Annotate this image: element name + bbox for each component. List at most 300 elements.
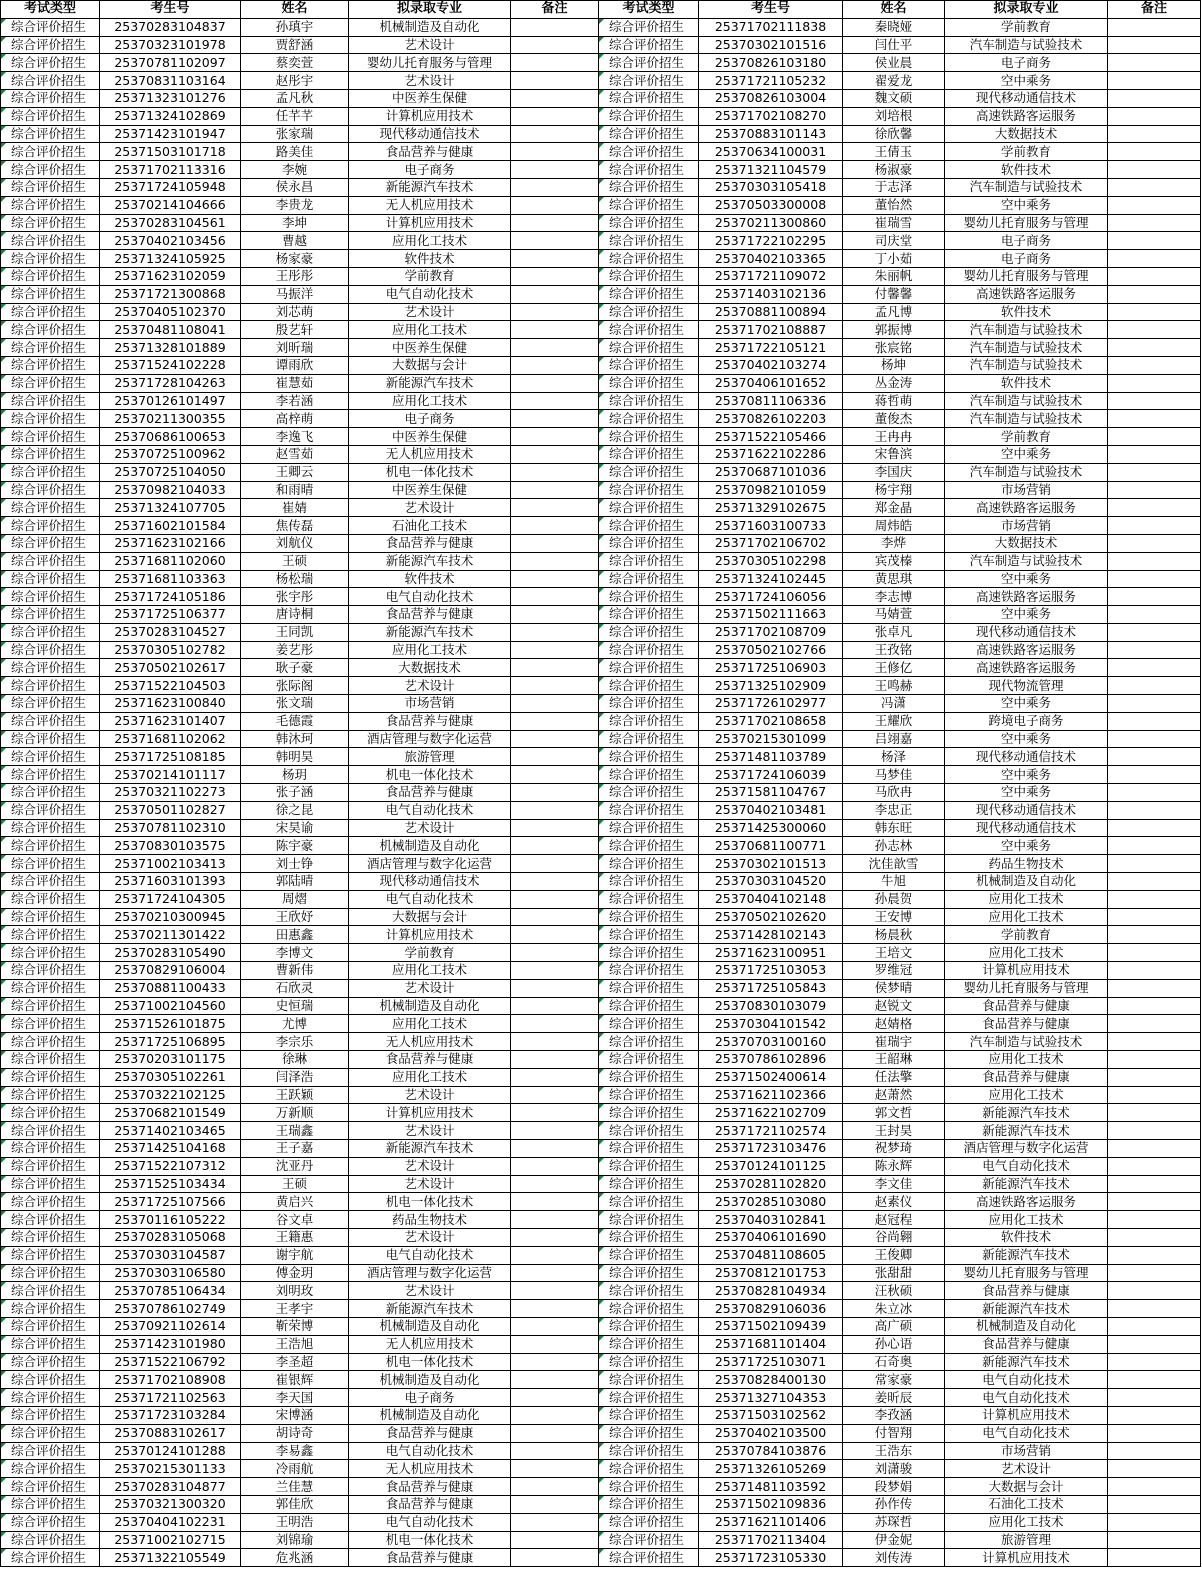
major-cell: 电气自动化技术 xyxy=(349,285,511,303)
candidate-id-2-cell: 25370305102298 xyxy=(699,552,843,570)
candidate-id-cell: 25371503101718 xyxy=(100,143,241,161)
exam-type-2-cell: 综合评价招生 xyxy=(599,1068,699,1086)
remark-cell xyxy=(511,1228,599,1246)
exam-type-cell: 综合评价招生 xyxy=(1,855,100,873)
header-remark-2: 备注 xyxy=(1108,1,1201,19)
candidate-id-cell: 25370215301133 xyxy=(100,1460,241,1478)
major-cell: 酒店管理与数字化运营 xyxy=(349,730,511,748)
remark-cell xyxy=(511,1051,599,1069)
exam-type-2-cell: 综合评价招生 xyxy=(599,1086,699,1104)
candidate-id-cell: 25370283105490 xyxy=(100,944,241,962)
remark-2-cell xyxy=(1108,392,1201,410)
student-name-2-cell: 杨宇翔 xyxy=(843,481,945,499)
exam-type-cell: 综合评价招生 xyxy=(1,36,100,54)
exam-type-cell: 综合评价招生 xyxy=(1,730,100,748)
candidate-id-cell: 25370481108041 xyxy=(100,321,241,339)
major-2-cell: 高速铁路客运服务 xyxy=(945,499,1108,517)
exam-type-cell: 综合评价招生 xyxy=(1,712,100,730)
student-name-2-cell: 刘传涛 xyxy=(843,1549,945,1567)
candidate-id-2-cell: 25370829106036 xyxy=(699,1300,843,1318)
major-cell: 食品营养与健康 xyxy=(349,784,511,802)
major-cell: 机电一体化技术 xyxy=(349,1531,511,1549)
remark-2-cell xyxy=(1108,54,1201,72)
table-row xyxy=(1,837,1201,855)
student-name-cell: 刘士铮 xyxy=(241,855,349,873)
exam-type-2-cell: 综合评价招生 xyxy=(599,1051,699,1069)
student-name-cell: 史恒瑞 xyxy=(241,997,349,1015)
major-cell: 机电一体化技术 xyxy=(349,1353,511,1371)
remark-cell xyxy=(511,784,599,802)
remark-2-cell xyxy=(1108,428,1201,446)
remark-cell xyxy=(511,1282,599,1300)
table-row xyxy=(1,1389,1201,1407)
student-name-cell: 郭陆晴 xyxy=(241,873,349,891)
candidate-id-cell: 25370305102782 xyxy=(100,641,241,659)
major-cell: 电气自动化技术 xyxy=(349,1513,511,1531)
exam-type-2-cell: 综合评价招生 xyxy=(599,1353,699,1371)
table-row xyxy=(1,659,1201,677)
remark-cell xyxy=(511,339,599,357)
exam-type-cell: 综合评价招生 xyxy=(1,659,100,677)
candidate-id-2-cell: 25370687101036 xyxy=(699,463,843,481)
remark-2-cell xyxy=(1108,1051,1201,1069)
table-row xyxy=(1,801,1201,819)
remark-cell xyxy=(511,1211,599,1229)
student-name-2-cell: 王安博 xyxy=(843,908,945,926)
student-name-2-cell: 杨淑豪 xyxy=(843,161,945,179)
exam-type-cell: 综合评价招生 xyxy=(1,1317,100,1335)
candidate-id-cell: 25370321300320 xyxy=(100,1495,241,1513)
major-2-cell: 空中乘务 xyxy=(945,445,1108,463)
remark-2-cell xyxy=(1108,855,1201,873)
major-2-cell: 汽车制造与试验技术 xyxy=(945,463,1108,481)
exam-type-cell: 综合评价招生 xyxy=(1,161,100,179)
table-row xyxy=(1,1531,1201,1549)
exam-type-cell: 综合评价招生 xyxy=(1,979,100,997)
student-name-cell: 耿子豪 xyxy=(241,659,349,677)
candidate-id-cell: 25371423101980 xyxy=(100,1335,241,1353)
table-row xyxy=(1,695,1201,713)
exam-type-cell: 综合评价招生 xyxy=(1,1442,100,1460)
exam-type-cell: 综合评价招生 xyxy=(1,196,100,214)
exam-type-cell: 综合评价招生 xyxy=(1,837,100,855)
exam-type-cell: 综合评价招生 xyxy=(1,677,100,695)
student-name-cell: 焦传磊 xyxy=(241,517,349,535)
major-2-cell: 应用化工技术 xyxy=(945,1086,1108,1104)
candidate-id-cell: 25371002103413 xyxy=(100,855,241,873)
student-name-cell: 赵雪茹 xyxy=(241,445,349,463)
candidate-id-2-cell: 25371726102977 xyxy=(699,695,843,713)
exam-type-cell: 综合评价招生 xyxy=(1,1424,100,1442)
remark-cell xyxy=(511,374,599,392)
exam-type-2-cell: 综合评价招生 xyxy=(599,641,699,659)
candidate-id-2-cell: 25370402103365 xyxy=(699,250,843,268)
remark-cell xyxy=(511,1513,599,1531)
candidate-id-cell: 25371681102060 xyxy=(100,552,241,570)
major-cell: 艺术设计 xyxy=(349,1228,511,1246)
student-name-cell: 杨松瑞 xyxy=(241,570,349,588)
candidate-id-2-cell: 25370281102820 xyxy=(699,1175,843,1193)
candidate-id-2-cell: 25370826103180 xyxy=(699,54,843,72)
student-name-2-cell: 王浩东 xyxy=(843,1442,945,1460)
major-2-cell: 汽车制造与试验技术 xyxy=(945,356,1108,374)
exam-type-cell: 综合评价招生 xyxy=(1,1246,100,1264)
header-exam-type-2: 考试类型 xyxy=(599,1,699,19)
table-row xyxy=(1,926,1201,944)
remark-cell xyxy=(511,534,599,552)
remark-cell xyxy=(511,356,599,374)
candidate-id-cell: 25370211300355 xyxy=(100,410,241,428)
exam-type-2-cell: 综合评价招生 xyxy=(599,54,699,72)
major-2-cell: 空中乘务 xyxy=(945,695,1108,713)
candidate-id-2-cell: 25371702108658 xyxy=(699,712,843,730)
candidate-id-2-cell: 25371502109836 xyxy=(699,1495,843,1513)
remark-2-cell xyxy=(1108,1317,1201,1335)
remark-cell xyxy=(511,1086,599,1104)
table-row xyxy=(1,1549,1201,1567)
major-cell: 食品营养与健康 xyxy=(349,534,511,552)
remark-2-cell xyxy=(1108,1157,1201,1175)
major-2-cell: 大数据技术 xyxy=(945,125,1108,143)
remark-2-cell xyxy=(1108,1406,1201,1424)
student-name-2-cell: 翟爱龙 xyxy=(843,72,945,90)
major-cell: 软件技术 xyxy=(349,570,511,588)
remark-2-cell xyxy=(1108,463,1201,481)
exam-type-cell: 综合评价招生 xyxy=(1,570,100,588)
major-2-cell: 现代移动通信技术 xyxy=(945,748,1108,766)
student-name-cell: 王跃颖 xyxy=(241,1086,349,1104)
student-name-cell: 石欣灵 xyxy=(241,979,349,997)
major-2-cell: 现代物流管理 xyxy=(945,677,1108,695)
remark-2-cell xyxy=(1108,1175,1201,1193)
table-row xyxy=(1,979,1201,997)
exam-type-2-cell: 综合评价招生 xyxy=(599,178,699,196)
candidate-id-cell: 25370126101497 xyxy=(100,392,241,410)
major-cell: 机械制造及自动化 xyxy=(349,837,511,855)
candidate-id-cell: 25370501102827 xyxy=(100,801,241,819)
exam-type-2-cell: 综合评价招生 xyxy=(599,374,699,392)
student-name-cell: 蔡奕萱 xyxy=(241,54,349,72)
exam-type-cell: 综合评价招生 xyxy=(1,801,100,819)
table-row xyxy=(1,107,1201,125)
exam-type-2-cell: 综合评价招生 xyxy=(599,855,699,873)
student-name-2-cell: 孟凡博 xyxy=(843,303,945,321)
remark-2-cell xyxy=(1108,748,1201,766)
candidate-id-2-cell: 25370681100771 xyxy=(699,837,843,855)
remark-cell xyxy=(511,837,599,855)
major-cell: 艺术设计 xyxy=(349,819,511,837)
student-name-cell: 李圣超 xyxy=(241,1353,349,1371)
exam-type-cell: 综合评价招生 xyxy=(1,374,100,392)
remark-cell xyxy=(511,677,599,695)
candidate-id-2-cell: 25371581104767 xyxy=(699,784,843,802)
major-2-cell: 现代移动通信技术 xyxy=(945,623,1108,641)
candidate-id-2-cell: 25370826103004 xyxy=(699,89,843,107)
major-cell: 酒店管理与数字化运营 xyxy=(349,1264,511,1282)
major-cell: 新能源汽车技术 xyxy=(349,1140,511,1158)
major-cell: 酒店管理与数字化运营 xyxy=(349,855,511,873)
remark-2-cell xyxy=(1108,570,1201,588)
exam-type-2-cell: 综合评价招生 xyxy=(599,1246,699,1264)
exam-type-2-cell: 综合评价招生 xyxy=(599,1513,699,1531)
major-2-cell: 应用化工技术 xyxy=(945,1211,1108,1229)
exam-type-2-cell: 综合评价招生 xyxy=(599,161,699,179)
remark-2-cell xyxy=(1108,1228,1201,1246)
candidate-id-2-cell: 25371522105466 xyxy=(699,428,843,446)
remark-2-cell xyxy=(1108,125,1201,143)
major-cell: 旅游管理 xyxy=(349,748,511,766)
major-2-cell: 电气自动化技术 xyxy=(945,1389,1108,1407)
remark-cell xyxy=(511,1104,599,1122)
remark-cell xyxy=(511,1495,599,1513)
remark-2-cell xyxy=(1108,623,1201,641)
student-name-2-cell: 刘潇骏 xyxy=(843,1460,945,1478)
remark-2-cell xyxy=(1108,374,1201,392)
exam-type-cell: 综合评价招生 xyxy=(1,72,100,90)
student-name-2-cell: 孙志林 xyxy=(843,837,945,855)
remark-2-cell xyxy=(1108,143,1201,161)
student-name-cell: 李宗乐 xyxy=(241,1033,349,1051)
major-cell: 艺术设计 xyxy=(349,1282,511,1300)
candidate-id-cell: 25370830103575 xyxy=(100,837,241,855)
student-name-2-cell: 侯业晨 xyxy=(843,54,945,72)
major-2-cell: 婴幼儿托育服务与管理 xyxy=(945,267,1108,285)
exam-type-2-cell: 综合评价招生 xyxy=(599,1264,699,1282)
major-cell: 机械制造及自动化 xyxy=(349,18,511,36)
candidate-id-2-cell: 25371702113404 xyxy=(699,1531,843,1549)
student-name-2-cell: 司庆堂 xyxy=(843,232,945,250)
candidate-id-2-cell: 25371702108887 xyxy=(699,321,843,339)
candidate-id-2-cell: 25370303105418 xyxy=(699,178,843,196)
remark-2-cell xyxy=(1108,499,1201,517)
remark-cell xyxy=(511,588,599,606)
exam-type-2-cell: 综合评价招生 xyxy=(599,267,699,285)
candidate-id-cell: 25370881100433 xyxy=(100,979,241,997)
remark-cell xyxy=(511,1033,599,1051)
candidate-id-2-cell: 25371724106056 xyxy=(699,588,843,606)
exam-type-cell: 综合评价招生 xyxy=(1,107,100,125)
candidate-id-2-cell: 25371502109439 xyxy=(699,1317,843,1335)
major-2-cell: 酒店管理与数字化运营 xyxy=(945,1140,1108,1158)
exam-type-cell: 综合评价招生 xyxy=(1,819,100,837)
candidate-id-2-cell: 25371622102286 xyxy=(699,445,843,463)
remark-2-cell xyxy=(1108,1495,1201,1513)
exam-type-2-cell: 综合评价招生 xyxy=(599,570,699,588)
exam-type-cell: 综合评价招生 xyxy=(1,1140,100,1158)
table-row xyxy=(1,873,1201,891)
major-cell: 电气自动化技术 xyxy=(349,1442,511,1460)
exam-type-cell: 综合评价招生 xyxy=(1,623,100,641)
major-2-cell: 食品营养与健康 xyxy=(945,1335,1108,1353)
major-cell: 艺术设计 xyxy=(349,1175,511,1193)
exam-type-2-cell: 综合评价招生 xyxy=(599,107,699,125)
exam-type-cell: 综合评价招生 xyxy=(1,428,100,446)
student-name-2-cell: 周炜皓 xyxy=(843,517,945,535)
major-2-cell: 高速铁路客运服务 xyxy=(945,285,1108,303)
remark-cell xyxy=(511,1442,599,1460)
candidate-id-cell: 25370211301422 xyxy=(100,926,241,944)
candidate-id-2-cell: 25371603100733 xyxy=(699,517,843,535)
student-name-2-cell: 赵冠程 xyxy=(843,1211,945,1229)
student-name-2-cell: 段梦娟 xyxy=(843,1478,945,1496)
remark-2-cell xyxy=(1108,161,1201,179)
candidate-id-cell: 25371724105948 xyxy=(100,178,241,196)
exam-type-2-cell: 综合评价招生 xyxy=(599,1460,699,1478)
table-row xyxy=(1,89,1201,107)
major-cell: 无人机应用技术 xyxy=(349,1335,511,1353)
table-row xyxy=(1,1300,1201,1318)
candidate-id-2-cell: 25371702108709 xyxy=(699,623,843,641)
candidate-id-cell: 25371681103363 xyxy=(100,570,241,588)
student-name-cell: 李贵龙 xyxy=(241,196,349,214)
candidate-id-2-cell: 25370826102203 xyxy=(699,410,843,428)
candidate-id-2-cell: 25370634100031 xyxy=(699,143,843,161)
remark-2-cell xyxy=(1108,1033,1201,1051)
remark-2-cell xyxy=(1108,588,1201,606)
table-row xyxy=(1,1157,1201,1175)
header-row xyxy=(1,1,1201,19)
major-cell: 应用化工技术 xyxy=(349,232,511,250)
candidate-id-2-cell: 25370881100894 xyxy=(699,303,843,321)
candidate-id-cell: 25371402103465 xyxy=(100,1122,241,1140)
student-name-cell: 李若涵 xyxy=(241,392,349,410)
candidate-id-2-cell: 25370828104934 xyxy=(699,1282,843,1300)
major-2-cell: 计算机应用技术 xyxy=(945,962,1108,980)
candidate-id-cell: 25370116105222 xyxy=(100,1211,241,1229)
remark-2-cell xyxy=(1108,178,1201,196)
table-row xyxy=(1,161,1201,179)
remark-2-cell xyxy=(1108,979,1201,997)
student-name-cell: 姜艺彤 xyxy=(241,641,349,659)
remark-2-cell xyxy=(1108,962,1201,980)
candidate-id-2-cell: 25371724106039 xyxy=(699,766,843,784)
candidate-id-2-cell: 25370402103274 xyxy=(699,356,843,374)
remark-cell xyxy=(511,285,599,303)
candidate-id-cell: 25371322105549 xyxy=(100,1549,241,1567)
remark-2-cell xyxy=(1108,285,1201,303)
exam-type-cell: 综合评价招生 xyxy=(1,1193,100,1211)
table-row xyxy=(1,1175,1201,1193)
major-2-cell: 食品营养与健康 xyxy=(945,1068,1108,1086)
major-cell: 食品营养与健康 xyxy=(349,1495,511,1513)
exam-type-2-cell: 综合评价招生 xyxy=(599,1122,699,1140)
remark-cell xyxy=(511,143,599,161)
remark-cell xyxy=(511,1193,599,1211)
major-cell: 计算机应用技术 xyxy=(349,107,511,125)
major-cell: 学前教育 xyxy=(349,267,511,285)
major-2-cell: 应用化工技术 xyxy=(945,1513,1108,1531)
major-2-cell: 婴幼儿托育服务与管理 xyxy=(945,979,1108,997)
candidate-id-cell: 25370786102749 xyxy=(100,1300,241,1318)
candidate-id-2-cell: 25371702108270 xyxy=(699,107,843,125)
exam-type-2-cell: 综合评价招生 xyxy=(599,250,699,268)
major-2-cell: 市场营销 xyxy=(945,517,1108,535)
exam-type-2-cell: 综合评价招生 xyxy=(599,1549,699,1567)
candidate-id-2-cell: 25370502102620 xyxy=(699,908,843,926)
remark-2-cell xyxy=(1108,303,1201,321)
table-row xyxy=(1,1282,1201,1300)
candidate-id-2-cell: 25371723105330 xyxy=(699,1549,843,1567)
student-name-cell: 田惠鑫 xyxy=(241,926,349,944)
candidate-id-cell: 25370404102231 xyxy=(100,1513,241,1531)
major-2-cell: 空中乘务 xyxy=(945,837,1108,855)
student-name-cell: 韩沐珂 xyxy=(241,730,349,748)
table-row xyxy=(1,908,1201,926)
remark-cell xyxy=(511,1317,599,1335)
student-name-2-cell: 郭文哲 xyxy=(843,1104,945,1122)
candidate-id-2-cell: 25371325102909 xyxy=(699,677,843,695)
student-name-2-cell: 石奇奥 xyxy=(843,1353,945,1371)
student-name-cell: 孟凡秋 xyxy=(241,89,349,107)
student-name-cell: 王硕 xyxy=(241,552,349,570)
student-name-2-cell: 付智翔 xyxy=(843,1424,945,1442)
exam-type-2-cell: 综合评价招生 xyxy=(599,392,699,410)
exam-type-cell: 综合评价招生 xyxy=(1,214,100,232)
major-cell: 机电一体化技术 xyxy=(349,463,511,481)
major-cell: 食品营养与健康 xyxy=(349,1478,511,1496)
remark-2-cell xyxy=(1108,517,1201,535)
remark-cell xyxy=(511,962,599,980)
student-name-2-cell: 孙晨贺 xyxy=(843,890,945,908)
exam-type-cell: 综合评价招生 xyxy=(1,356,100,374)
student-name-cell: 李天国 xyxy=(241,1389,349,1407)
remark-cell xyxy=(511,72,599,90)
exam-type-2-cell: 综合评价招生 xyxy=(599,1175,699,1193)
candidate-id-2-cell: 25370304101542 xyxy=(699,1015,843,1033)
student-name-cell: 万新顺 xyxy=(241,1104,349,1122)
major-cell: 电气自动化技术 xyxy=(349,801,511,819)
student-name-cell: 杨玥 xyxy=(241,766,349,784)
remark-2-cell xyxy=(1108,250,1201,268)
major-cell: 大数据与会计 xyxy=(349,356,511,374)
exam-type-2-cell: 综合评价招生 xyxy=(599,1478,699,1496)
remark-cell xyxy=(511,819,599,837)
candidate-id-cell: 25371425104168 xyxy=(100,1140,241,1158)
exam-type-2-cell: 综合评价招生 xyxy=(599,499,699,517)
candidate-id-cell: 25371522107312 xyxy=(100,1157,241,1175)
major-2-cell: 食品营养与健康 xyxy=(945,1015,1108,1033)
major-cell: 大数据技术 xyxy=(349,659,511,677)
candidate-id-2-cell: 25371721109072 xyxy=(699,267,843,285)
table-row xyxy=(1,339,1201,357)
student-name-cell: 崔婧 xyxy=(241,499,349,517)
major-cell: 食品营养与健康 xyxy=(349,606,511,624)
exam-type-cell: 综合评价招生 xyxy=(1,997,100,1015)
major-2-cell: 汽车制造与试验技术 xyxy=(945,552,1108,570)
exam-type-cell: 综合评价招生 xyxy=(1,517,100,535)
exam-type-2-cell: 综合评价招生 xyxy=(599,428,699,446)
remark-2-cell xyxy=(1108,1086,1201,1104)
exam-type-2-cell: 综合评价招生 xyxy=(599,1300,699,1318)
remark-cell xyxy=(511,303,599,321)
remark-cell xyxy=(511,1175,599,1193)
major-cell: 机电一体化技术 xyxy=(349,1193,511,1211)
student-name-cell: 张宇彤 xyxy=(241,588,349,606)
exam-type-2-cell: 综合评价招生 xyxy=(599,552,699,570)
remark-cell xyxy=(511,695,599,713)
major-2-cell: 计算机应用技术 xyxy=(945,1406,1108,1424)
candidate-id-cell: 25371603101393 xyxy=(100,873,241,891)
major-cell: 新能源汽车技术 xyxy=(349,178,511,196)
exam-type-cell: 综合评价招生 xyxy=(1,873,100,891)
major-cell: 石油化工技术 xyxy=(349,517,511,535)
candidate-id-2-cell: 25371622102709 xyxy=(699,1104,843,1122)
candidate-id-cell: 25371728104263 xyxy=(100,374,241,392)
table-row xyxy=(1,855,1201,873)
table-row xyxy=(1,641,1201,659)
student-name-cell: 刘航仪 xyxy=(241,534,349,552)
exam-type-cell: 综合评价招生 xyxy=(1,944,100,962)
